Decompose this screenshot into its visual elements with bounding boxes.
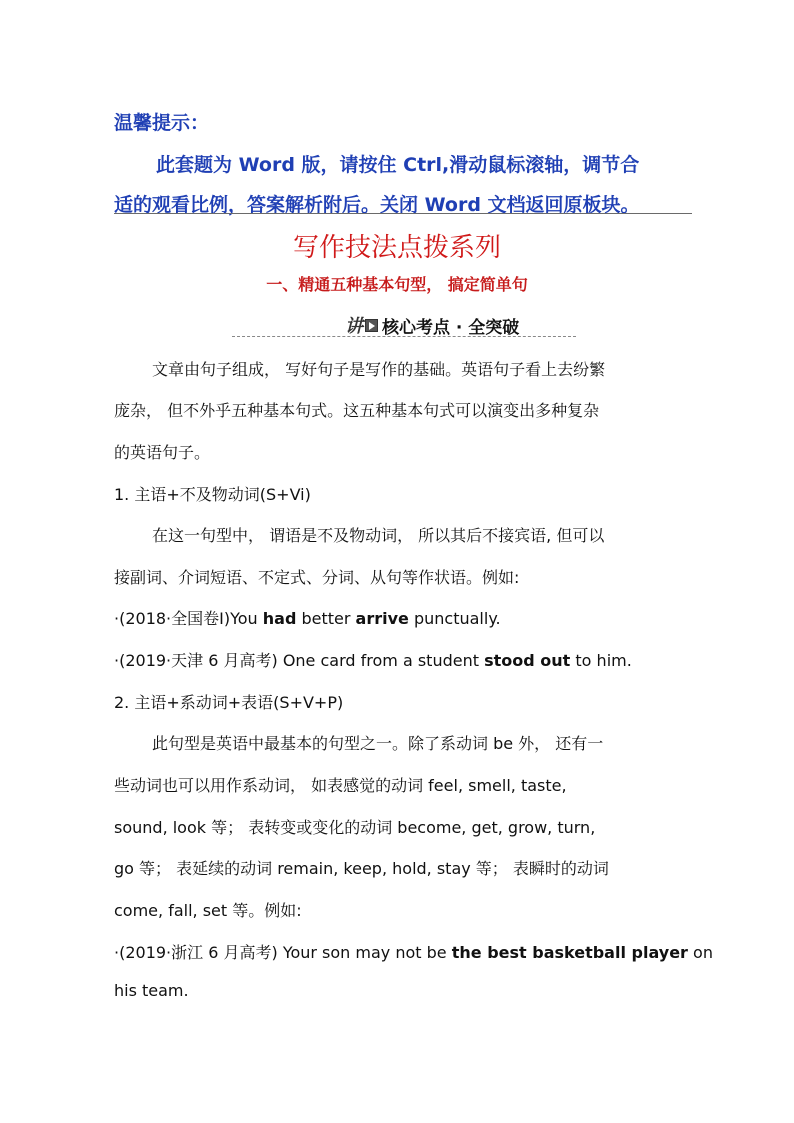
ex-keyword: stood out: [484, 651, 571, 670]
tip-line-2: 适的观看比例，答案解析附后。关闭 Word 文档返回原板块。: [114, 194, 640, 216]
play-arrow-icon: [365, 319, 378, 332]
tip-underline: [114, 213, 692, 214]
section1-example-1: [114, 606, 501, 629]
ex-text: ·(2019·天津 6 月高考) One card from a student: [114, 651, 485, 670]
section2-example-1: [114, 940, 713, 963]
ex-keyword: arrive: [355, 609, 409, 628]
ex-text: to him.: [570, 651, 632, 670]
section2-desc-2: 些动词也可以用作系动词， 如表感觉的动词 feel, smell, taste,: [114, 776, 567, 795]
section1-desc-2: 接副词、介词短语、不定式、分词、从句等作状语。例如:: [114, 568, 520, 587]
section1-desc-1: 在这一句型中， 谓语是不及物动词， 所以其后不接宾语, 但可以: [152, 526, 605, 545]
section1-heading: 1. 主语+不及物动词(S+Vi): [114, 485, 311, 504]
section2-desc-3: sound, look 等； 表转变或变化的动词 become, get, grow, turn,: [114, 818, 596, 837]
section-banner: [345, 312, 519, 338]
banner-dashed-rule: [232, 336, 576, 337]
intro-line-3: 的英语句子。: [114, 443, 211, 462]
ex-text: punctually.: [408, 609, 501, 628]
ex-text: ·(2019·浙江 6 月高考) Your son may not be: [114, 943, 452, 962]
section1-example-2: [114, 648, 632, 671]
intro-line-2: 庞杂， 但不外乎五种基本句式。这五种基本句式可以演变出多种复杂: [114, 401, 600, 420]
section2-desc-1: 此句型是英语中最基本的句型之一。除了系动词 be 外， 还有一: [152, 734, 604, 753]
intro-line-1: 文章由句子组成， 写好句子是写作的基础。英语句子看上去纷繁: [152, 360, 606, 379]
sub-title: 一、精通五种基本句型， 搞定简单句: [266, 275, 528, 294]
tip-line-1: 此套题为 Word 版，请按住 Ctrl,滑动鼠标滚轴，调节合: [156, 154, 640, 176]
ex-text: better: [296, 609, 356, 628]
section2-desc-4: go 等； 表延续的动词 remain, keep, hold, stay 等； 表瞬时的动词: [114, 859, 609, 878]
section2-heading: 2. 主语+系动词+表语(S+V+P): [114, 693, 344, 712]
section2-example-1-cont: his team.: [114, 981, 189, 1000]
banner-badge: 讲: [345, 316, 363, 337]
ex-keyword: had: [262, 609, 297, 628]
section2-desc-5: come, fall, set 等。例如:: [114, 901, 302, 920]
tip-title: 温馨提示：: [114, 112, 210, 134]
ex-text: on: [687, 943, 713, 962]
main-title: 写作技法点拨系列: [292, 233, 501, 263]
banner-label: 核心考点 · 全突破: [382, 317, 520, 338]
ex-keyword: the best basketball player: [451, 943, 688, 962]
ex-text: ·(2018·全国卷Ⅰ)You: [114, 609, 263, 628]
